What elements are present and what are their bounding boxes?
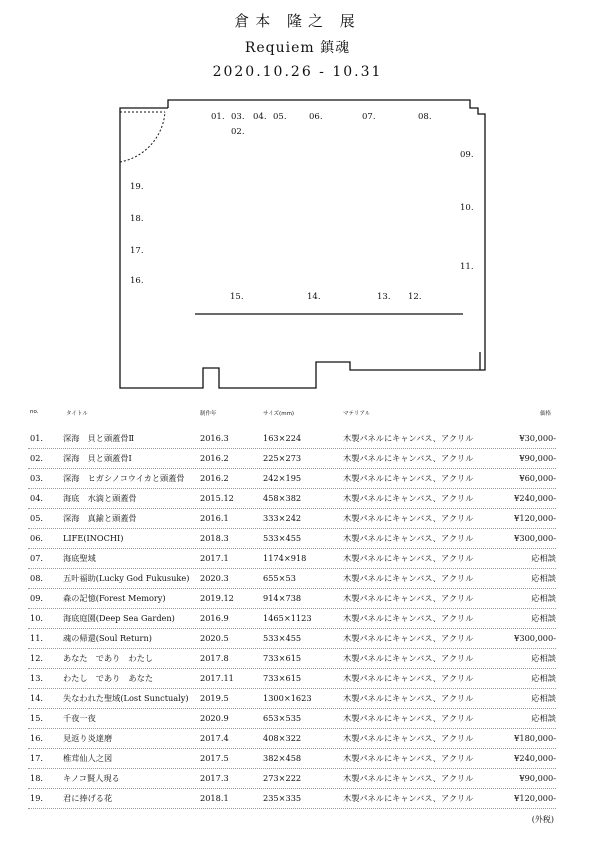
col-header-material: マテリアル: [343, 411, 371, 417]
cell-no: 11.: [30, 633, 44, 643]
cell-year: 2016.1: [200, 513, 229, 523]
floor-plan-label-16: 16.: [130, 276, 144, 286]
floor-plan-label-01: 01.: [211, 112, 225, 122]
floor-plan-label-19: 19.: [130, 182, 144, 192]
cell-title: 失なわれた聖域(Lost Sunctualy): [63, 693, 189, 703]
floor-plan-label-04: 04.: [253, 112, 267, 122]
cell-material: 木製パネルにキャンバス、アクリル: [343, 793, 474, 803]
cell-material: 木製パネルにキャンバス、アクリル: [343, 653, 474, 663]
cell-material: 木製パネルにキャンバス、アクリル: [343, 433, 474, 443]
cell-material: 木製パネルにキャンバス、アクリル: [343, 753, 474, 763]
cell-title: 深海 ヒガシノコウイカと頭蓋骨: [63, 473, 185, 483]
cell-title: 千夜一夜: [63, 713, 96, 723]
cell-year: 2017.8: [200, 653, 229, 663]
cell-size: 914×738: [263, 593, 302, 603]
table-row: [0, 529, 595, 549]
cell-price: 応相談: [531, 673, 556, 683]
cell-no: 14.: [30, 693, 44, 703]
cell-title: 深海 貝と頭蓋骨Ⅱ: [63, 433, 135, 443]
cell-size: 1174×918: [263, 553, 307, 563]
cell-title: 海底 水滴と頭蓋骨: [63, 493, 137, 503]
cell-price: ¥90,000-: [519, 773, 556, 783]
cell-size: 1465×1123: [263, 613, 312, 623]
table-row: [0, 729, 595, 749]
col-header-year: 制作年: [200, 411, 217, 417]
cell-year: 2018.1: [200, 793, 229, 803]
cell-material: 木製パネルにキャンバス、アクリル: [343, 633, 474, 643]
cell-year: 2019.5: [200, 693, 229, 703]
tax-note: (外税): [531, 815, 554, 824]
table-row: [0, 649, 595, 669]
table-row: [0, 789, 595, 809]
cell-material: 木製パネルにキャンバス、アクリル: [343, 453, 474, 463]
cell-size: 655×53: [263, 573, 296, 583]
row-divider: [28, 808, 556, 809]
cell-no: 05.: [30, 513, 44, 523]
table-row: [0, 609, 595, 629]
cell-title: 深海 真鍮と頭蓋骨: [63, 513, 137, 523]
cell-size: 733×615: [263, 673, 302, 683]
table-row: [0, 749, 595, 769]
cell-year: 2020.9: [200, 713, 229, 723]
cell-price: ¥300,000-: [514, 533, 556, 543]
cell-no: 08.: [30, 573, 44, 583]
cell-material: 木製パネルにキャンバス、アクリル: [343, 593, 474, 603]
floor-plan-label-07: 07.: [362, 112, 376, 122]
cell-no: 19.: [30, 793, 44, 803]
cell-material: 木製パネルにキャンバス、アクリル: [343, 533, 474, 543]
cell-title: キノコ賢人現る: [63, 773, 120, 783]
cell-year: 2016.3: [200, 433, 229, 443]
cell-material: 木製パネルにキャンバス、アクリル: [343, 713, 474, 723]
cell-title: 椎茸仙人之図: [63, 753, 113, 763]
floor-plan-label-08: 08.: [418, 112, 432, 122]
cell-price: 応相談: [531, 553, 556, 563]
cell-price: ¥120,000-: [514, 793, 556, 803]
cell-size: 235×335: [263, 793, 302, 803]
cell-year: 2017.4: [200, 733, 229, 743]
floor-plan-label-12: 12.: [408, 292, 422, 302]
cell-price: ¥240,000-: [514, 493, 556, 503]
table-row: [0, 489, 595, 509]
cell-size: 333×242: [263, 513, 302, 523]
cell-price: ¥30,000-: [519, 433, 556, 443]
table-row: [0, 569, 595, 589]
exhibition-title: Requiem 鎮魂: [244, 40, 351, 56]
floor-plan-label-02: 02.: [231, 127, 245, 137]
cell-title: 五叶福助(Lucky God Fukusuke): [63, 573, 190, 583]
cell-no: 02.: [30, 453, 44, 463]
cell-price: ¥180,000-: [514, 733, 556, 743]
cell-price: 応相談: [531, 573, 556, 583]
table-row: [0, 549, 595, 569]
col-header-no: no.: [30, 409, 39, 415]
cell-material: 木製パネルにキャンバス、アクリル: [343, 473, 474, 483]
cell-no: 16.: [30, 733, 44, 743]
cell-material: 木製パネルにキャンバス、アクリル: [343, 773, 474, 783]
cell-price: ¥240,000-: [514, 753, 556, 763]
cell-price: ¥120,000-: [514, 513, 556, 523]
cell-size: 1300×1623: [263, 693, 312, 703]
floor-plan-label-14: 14.: [307, 292, 321, 302]
cell-size: 733×615: [263, 653, 302, 663]
floor-plan-label-05: 05.: [273, 112, 287, 122]
cell-no: 04.: [30, 493, 44, 503]
floor-plan-wall: [120, 100, 485, 388]
cell-material: 木製パネルにキャンバス、アクリル: [343, 733, 474, 743]
cell-title: 深海 貝と頭蓋骨Ⅰ: [63, 453, 132, 463]
cell-material: 木製パネルにキャンバス、アクリル: [343, 513, 474, 523]
cell-year: 2015.12: [200, 493, 234, 503]
cell-year: 2019.12: [200, 593, 234, 603]
cell-no: 17.: [30, 753, 44, 763]
cell-price: ¥60,000-: [519, 473, 556, 483]
cell-title: 海底聖域: [63, 553, 96, 563]
cell-title: 見返り炎達磨: [63, 733, 113, 743]
table-row: [0, 509, 595, 529]
cell-price: 応相談: [531, 693, 556, 703]
table-row: [0, 469, 595, 489]
table-row: [0, 689, 595, 709]
floor-plan-label-11: 11.: [460, 262, 474, 272]
cell-year: 2016.2: [200, 453, 229, 463]
cell-size: 533×455: [263, 633, 302, 643]
cell-size: 382×458: [263, 753, 302, 763]
cell-size: 653×535: [263, 713, 302, 723]
table-row: [0, 669, 595, 689]
floor-plan: [0, 0, 595, 400]
cell-material: 木製パネルにキャンバス、アクリル: [343, 693, 474, 703]
floor-plan-label-13: 13.: [377, 292, 391, 302]
col-header-price: 価格: [540, 411, 552, 417]
cell-price: 応相談: [531, 593, 556, 603]
cell-no: 18.: [30, 773, 44, 783]
cell-price: ¥300,000-: [514, 633, 556, 643]
table-row: [0, 589, 595, 609]
cell-size: 225×273: [263, 453, 302, 463]
cell-no: 10.: [30, 613, 44, 623]
cell-no: 12.: [30, 653, 44, 663]
cell-no: 01.: [30, 433, 44, 443]
table-row: [0, 429, 595, 449]
table-row: [0, 629, 595, 649]
cell-no: 06.: [30, 533, 44, 543]
cell-no: 13.: [30, 673, 44, 683]
table-row: [0, 709, 595, 729]
cell-size: 458×382: [263, 493, 302, 503]
cell-price: 応相談: [531, 713, 556, 723]
cell-price: ¥90,000-: [519, 453, 556, 463]
cell-year: 2017.5: [200, 753, 229, 763]
cell-year: 2016.2: [200, 473, 229, 483]
cell-material: 木製パネルにキャンバス、アクリル: [343, 613, 474, 623]
floor-plan-label-06: 06.: [309, 112, 323, 122]
col-header-size: サイズ(mm): [263, 411, 295, 417]
exhibition-dates: 2020.10.26 - 10.31: [212, 64, 383, 80]
cell-size: 242×195: [263, 473, 302, 483]
cell-year: 2017.3: [200, 773, 229, 783]
cell-title: LIFE(INOCHI): [63, 533, 124, 543]
cell-title: 魂の帰還(Soul Return): [63, 633, 152, 643]
cell-material: 木製パネルにキャンバス、アクリル: [343, 493, 474, 503]
cell-size: 163×224: [263, 433, 302, 443]
cell-title: 森の記憶(Forest Memory): [63, 593, 166, 603]
cell-size: 533×455: [263, 533, 302, 543]
floor-plan-label-03: 03.: [231, 112, 245, 122]
cell-material: 木製パネルにキャンバス、アクリル: [343, 573, 474, 583]
table-row: [0, 769, 595, 789]
cell-title: あなた であり わたし: [63, 653, 154, 663]
floor-plan-label-09: 09.: [460, 150, 474, 160]
cell-material: 木製パネルにキャンバス、アクリル: [343, 553, 474, 563]
cell-price: 応相談: [531, 613, 556, 623]
cell-price: 応相談: [531, 653, 556, 663]
table-row: [0, 449, 595, 469]
cell-year: 2020.5: [200, 633, 229, 643]
cell-year: 2018.3: [200, 533, 229, 543]
cell-no: 09.: [30, 593, 44, 603]
floor-plan-label-18: 18.: [130, 214, 144, 224]
floor-plan-label-15: 15.: [230, 292, 244, 302]
col-header-title: タイトル: [66, 411, 88, 417]
cell-year: 2020.3: [200, 573, 229, 583]
cell-no: 15.: [30, 713, 44, 723]
cell-year: 2016.9: [200, 613, 229, 623]
exhibition-artist-title: 倉本 隆之 展: [234, 12, 361, 30]
cell-year: 2017.1: [200, 553, 229, 563]
door-swing-arc: [120, 112, 165, 162]
cell-year: 2017.11: [200, 673, 234, 683]
cell-title: わたし であり あなた: [63, 673, 154, 683]
floor-plan-label-17: 17.: [130, 246, 144, 256]
cell-title: 海底庭園(Deep Sea Garden): [63, 613, 175, 623]
cell-size: 408×322: [263, 733, 302, 743]
cell-material: 木製パネルにキャンバス、アクリル: [343, 673, 474, 683]
cell-no: 03.: [30, 473, 44, 483]
floor-plan-label-10: 10.: [460, 203, 474, 213]
cell-size: 273×222: [263, 773, 302, 783]
cell-no: 07.: [30, 553, 44, 563]
cell-title: 君に捧げる花: [63, 793, 113, 803]
